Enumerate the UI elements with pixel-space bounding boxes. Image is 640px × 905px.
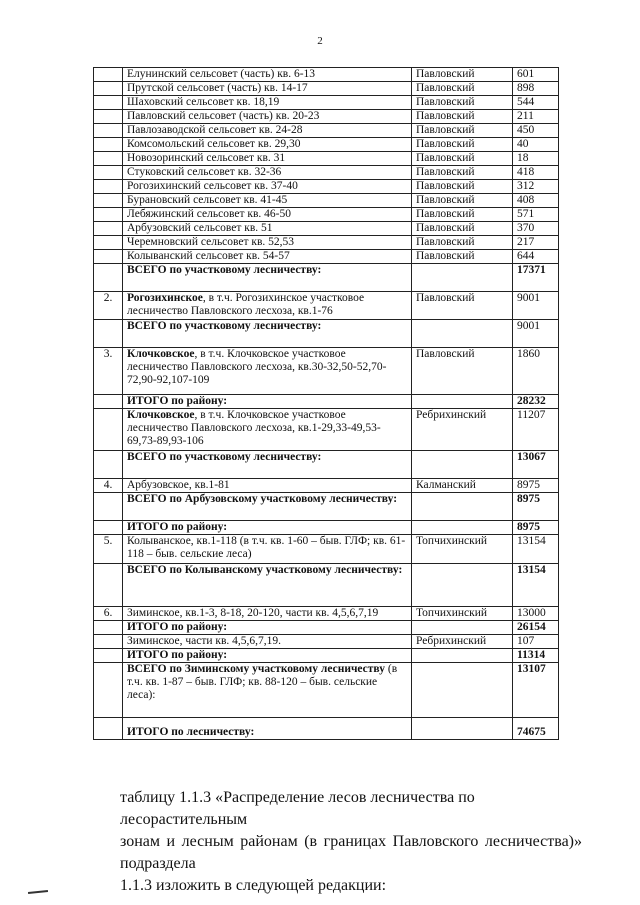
forestry-name xyxy=(123,451,412,479)
district-name: Павловский xyxy=(412,68,513,82)
forestry-name-text: Арбузовское, кв.1-81 xyxy=(127,479,230,491)
area-value: 107 xyxy=(513,635,559,649)
table-row xyxy=(94,395,559,409)
district-name: Павловский xyxy=(412,180,513,194)
forestry-name xyxy=(123,320,412,348)
table-row xyxy=(94,110,559,124)
row-number xyxy=(94,194,123,208)
district-name xyxy=(412,451,513,479)
district-name: Павловский xyxy=(412,236,513,250)
table-row xyxy=(94,564,559,607)
area-value: 1860 xyxy=(513,348,559,395)
forestry-name-text: Прутской сельсовет (часть) кв. 14-17 xyxy=(127,82,308,94)
area-value: 450 xyxy=(513,124,559,138)
district-name xyxy=(412,521,513,535)
area-value: 571 xyxy=(513,208,559,222)
table-row xyxy=(94,521,559,535)
district-name: Павловский xyxy=(412,292,513,320)
district-name: Павловский xyxy=(412,208,513,222)
table-row xyxy=(94,663,559,718)
area-value: 898 xyxy=(513,82,559,96)
area-value: 217 xyxy=(513,236,559,250)
row-number: 2. xyxy=(94,292,123,320)
table-row xyxy=(94,607,559,621)
table-row xyxy=(94,124,559,138)
district-name xyxy=(412,621,513,635)
district-name xyxy=(412,395,513,409)
forestry-name xyxy=(123,564,412,607)
forestry-name-bold: Клочковское xyxy=(127,409,195,421)
area-value: 13107 xyxy=(513,663,559,718)
area-value: 13000 xyxy=(513,607,559,621)
forestry-name-bold: ИТОГО по лесничеству: xyxy=(127,726,255,738)
table-row xyxy=(94,320,559,348)
area-value: 8975 xyxy=(513,521,559,535)
table-row xyxy=(94,208,559,222)
row-number xyxy=(94,635,123,649)
forestry-name xyxy=(123,479,412,493)
forestry-name xyxy=(123,222,412,236)
district-name: Павловский xyxy=(412,138,513,152)
forestry-name-text: Колыванское, кв.1-118 (в т.ч. кв. 1-60 – быв. ГЛФ; кв. 61-118 – быв. сельские леса) xyxy=(127,535,406,560)
forestry-name-text: , в т.ч. Рогозихинское участковое лесничество Павловского лесхоза, кв.1-76 xyxy=(127,292,365,317)
table-row xyxy=(94,409,559,451)
row-number xyxy=(94,409,123,451)
forestry-name xyxy=(123,649,412,663)
area-value: 601 xyxy=(513,68,559,82)
table-row xyxy=(94,635,559,649)
forestry-name xyxy=(123,493,412,521)
area-value: 74675 xyxy=(513,718,559,740)
forestry-name xyxy=(123,96,412,110)
area-value: 28232 xyxy=(513,395,559,409)
district-name: Павловский xyxy=(412,152,513,166)
row-number: 5. xyxy=(94,535,123,564)
area-value: 418 xyxy=(513,166,559,180)
forestry-name xyxy=(123,138,412,152)
forestry-name xyxy=(123,250,412,264)
row-number xyxy=(94,451,123,479)
area-value: 544 xyxy=(513,96,559,110)
forestry-name xyxy=(123,166,412,180)
row-number xyxy=(94,208,123,222)
row-number: 4. xyxy=(94,479,123,493)
forestry-name-text: Колыванский сельсовет кв. 54-57 xyxy=(127,250,290,262)
row-number xyxy=(94,110,123,124)
area-value: 18 xyxy=(513,152,559,166)
forestry-name xyxy=(123,180,412,194)
table-row xyxy=(94,292,559,320)
table-row xyxy=(94,82,559,96)
forestry-name xyxy=(123,236,412,250)
forestry-name-text: Шаховский сельсовет кв. 18,19 xyxy=(127,96,280,108)
table-row xyxy=(94,451,559,479)
table-row xyxy=(94,535,559,564)
forestry-name-bold: ВСЕГО по участковому лесничеству: xyxy=(127,451,322,463)
table-row xyxy=(94,138,559,152)
forestry-name xyxy=(123,635,412,649)
forestry-name xyxy=(123,152,412,166)
scan-mark xyxy=(28,890,48,894)
forestry-name-text: Елунинский сельсовет (часть) кв. 6-13 xyxy=(127,68,316,80)
forestry-name-bold: Рогозихинское xyxy=(127,292,203,304)
forestry-name xyxy=(123,621,412,635)
forestry-name-text: Павловский сельсовет (часть) кв. 20-23 xyxy=(127,110,320,122)
area-value: 40 xyxy=(513,138,559,152)
forestry-name xyxy=(123,264,412,292)
table-row xyxy=(94,222,559,236)
row-number xyxy=(94,521,123,535)
table-row xyxy=(94,493,559,521)
district-name xyxy=(412,493,513,521)
district-name xyxy=(412,564,513,607)
district-name: Павловский xyxy=(412,194,513,208)
row-number xyxy=(94,493,123,521)
row-number xyxy=(94,395,123,409)
forestry-name xyxy=(123,110,412,124)
row-number: 3. xyxy=(94,348,123,395)
forestry-name xyxy=(123,124,412,138)
district-name: Павловский xyxy=(412,222,513,236)
area-value: 9001 xyxy=(513,320,559,348)
forestry-name-text: Павлозаводской сельсовет кв. 24-28 xyxy=(127,124,303,136)
table-row xyxy=(94,348,559,395)
area-value: 13154 xyxy=(513,535,559,564)
area-value: 408 xyxy=(513,194,559,208)
area-value: 211 xyxy=(513,110,559,124)
district-name: Павловский xyxy=(412,82,513,96)
forestry-name-text: Рогозихинский сельсовет кв. 37-40 xyxy=(127,180,298,192)
district-name: Ребрихинский xyxy=(412,635,513,649)
table-row xyxy=(94,180,559,194)
area-value: 17371 xyxy=(513,264,559,292)
table-row xyxy=(94,152,559,166)
table-row xyxy=(94,236,559,250)
district-name: Павловский xyxy=(412,250,513,264)
row-number xyxy=(94,236,123,250)
forestry-name-bold: ВСЕГО по участковому лесничеству: xyxy=(127,264,322,276)
forestry-name-text: Новозоринский сельсовет кв. 31 xyxy=(127,152,286,164)
forestry-name xyxy=(123,292,412,320)
body-text-line-3: 1.1.3 изложить в следующей редакции: xyxy=(120,877,387,894)
district-name: Павловский xyxy=(412,348,513,395)
forestry-name-bold: ВСЕГО по участковому лесничеству: xyxy=(127,320,322,332)
forestry-name-bold: ВСЕГО по Колыванскому участковому лесничеству: xyxy=(127,564,403,576)
forestry-name-text: Арбузовский сельсовет кв. 51 xyxy=(127,222,273,234)
district-name: Павловский xyxy=(412,124,513,138)
table-row xyxy=(94,166,559,180)
forestry-name-text: Зиминское, кв.1-3, 8-18, 20-120, части кв. 4,5,6,7,19 xyxy=(127,607,379,619)
area-value: 11207 xyxy=(513,409,559,451)
table-row xyxy=(94,68,559,82)
row-number xyxy=(94,718,123,740)
forestry-name xyxy=(123,409,412,451)
district-name: Павловский xyxy=(412,110,513,124)
district-name: Топчихинский xyxy=(412,535,513,564)
row-number xyxy=(94,68,123,82)
forestry-table xyxy=(93,67,559,740)
district-name xyxy=(412,649,513,663)
area-value: 312 xyxy=(513,180,559,194)
row-number xyxy=(94,152,123,166)
forestry-name-bold: ВСЕГО по Зиминскому участковому лесничеству xyxy=(127,663,385,675)
row-number xyxy=(94,564,123,607)
table-row xyxy=(94,621,559,635)
district-name xyxy=(412,320,513,348)
body-text-line-2: зонам и лесным районам (в границах Павловского лесничества)» подраздела xyxy=(120,833,582,872)
area-value: 11314 xyxy=(513,649,559,663)
row-number xyxy=(94,222,123,236)
body-text xyxy=(120,787,582,897)
area-value: 8975 xyxy=(513,479,559,493)
district-name: Калманский xyxy=(412,479,513,493)
area-value: 13067 xyxy=(513,451,559,479)
forestry-name-text: , в т.ч. Клочковское участковое лесничество Павловского лесхоза, кв.30-32,50-52,70-72,90-92,107-109 xyxy=(127,348,387,386)
table-row xyxy=(94,264,559,292)
district-name xyxy=(412,264,513,292)
row-number xyxy=(94,96,123,110)
row-number xyxy=(94,124,123,138)
area-value: 370 xyxy=(513,222,559,236)
forestry-name xyxy=(123,395,412,409)
forestry-name xyxy=(123,194,412,208)
forestry-name-bold: ИТОГО по району: xyxy=(127,621,228,633)
forestry-name xyxy=(123,663,412,718)
forestry-name xyxy=(123,521,412,535)
district-name xyxy=(412,718,513,740)
district-name: Павловский xyxy=(412,166,513,180)
row-number: 6. xyxy=(94,607,123,621)
area-value: 13154 xyxy=(513,564,559,607)
table-row xyxy=(94,96,559,110)
forestry-name-text: Лебяжинский сельсовет кв. 46-50 xyxy=(127,208,291,220)
district-name: Павловский xyxy=(412,96,513,110)
forestry-name xyxy=(123,82,412,96)
row-number xyxy=(94,621,123,635)
forestry-name-bold: ИТОГО по району: xyxy=(127,395,228,407)
forestry-name-bold: ИТОГО по району: xyxy=(127,521,228,533)
forestry-name-bold: Клочковское xyxy=(127,348,195,360)
row-number xyxy=(94,663,123,718)
district-name: Топчихинский xyxy=(412,607,513,621)
table-row xyxy=(94,649,559,663)
forestry-name-text: Зиминское, части кв. 4,5,6,7,19. xyxy=(127,635,282,647)
forestry-name xyxy=(123,607,412,621)
row-number xyxy=(94,138,123,152)
row-number xyxy=(94,649,123,663)
forestry-name-text: Черемновский сельсовет кв. 52,53 xyxy=(127,236,295,248)
district-name xyxy=(412,663,513,718)
area-value: 26154 xyxy=(513,621,559,635)
forestry-name-bold: ВСЕГО по Арбузовскому участковому лесничеству: xyxy=(127,493,398,505)
table-row xyxy=(94,250,559,264)
table-row xyxy=(94,718,559,740)
table-row xyxy=(94,479,559,493)
area-value: 9001 xyxy=(513,292,559,320)
row-number xyxy=(94,180,123,194)
district-name: Ребрихинский xyxy=(412,409,513,451)
row-number xyxy=(94,264,123,292)
table-row xyxy=(94,194,559,208)
forestry-name-bold: ИТОГО по району: xyxy=(127,649,228,661)
area-value: 644 xyxy=(513,250,559,264)
forestry-name-text: Комсомольский сельсовет кв. 29,30 xyxy=(127,138,301,150)
body-text-line-1: таблицу 1.1.3 «Распределение лесов лесничества по лесорастительным xyxy=(120,789,475,828)
row-number xyxy=(94,166,123,180)
forestry-name xyxy=(123,535,412,564)
forestry-name-text: , в т.ч. Клочковское участковое лесничество Павловского лесхоза, кв.1-29,33-49,53-69,73-89,93-106 xyxy=(127,409,381,447)
row-number xyxy=(94,320,123,348)
forestry-name xyxy=(123,68,412,82)
forestry-name-text: (в т.ч. кв. 1-87 – быв. ГЛФ; кв. 88-120 – быв. сельские леса): xyxy=(127,663,398,701)
forestry-name-text: Стуковский сельсовет кв. 32-36 xyxy=(127,166,282,178)
page-number: 2 xyxy=(317,35,323,47)
forestry-name xyxy=(123,348,412,395)
forestry-name xyxy=(123,208,412,222)
row-number xyxy=(94,82,123,96)
forestry-name-text: Бурановский сельсовет кв. 41-45 xyxy=(127,194,288,206)
area-value: 8975 xyxy=(513,493,559,521)
row-number xyxy=(94,250,123,264)
forestry-name xyxy=(123,718,412,740)
